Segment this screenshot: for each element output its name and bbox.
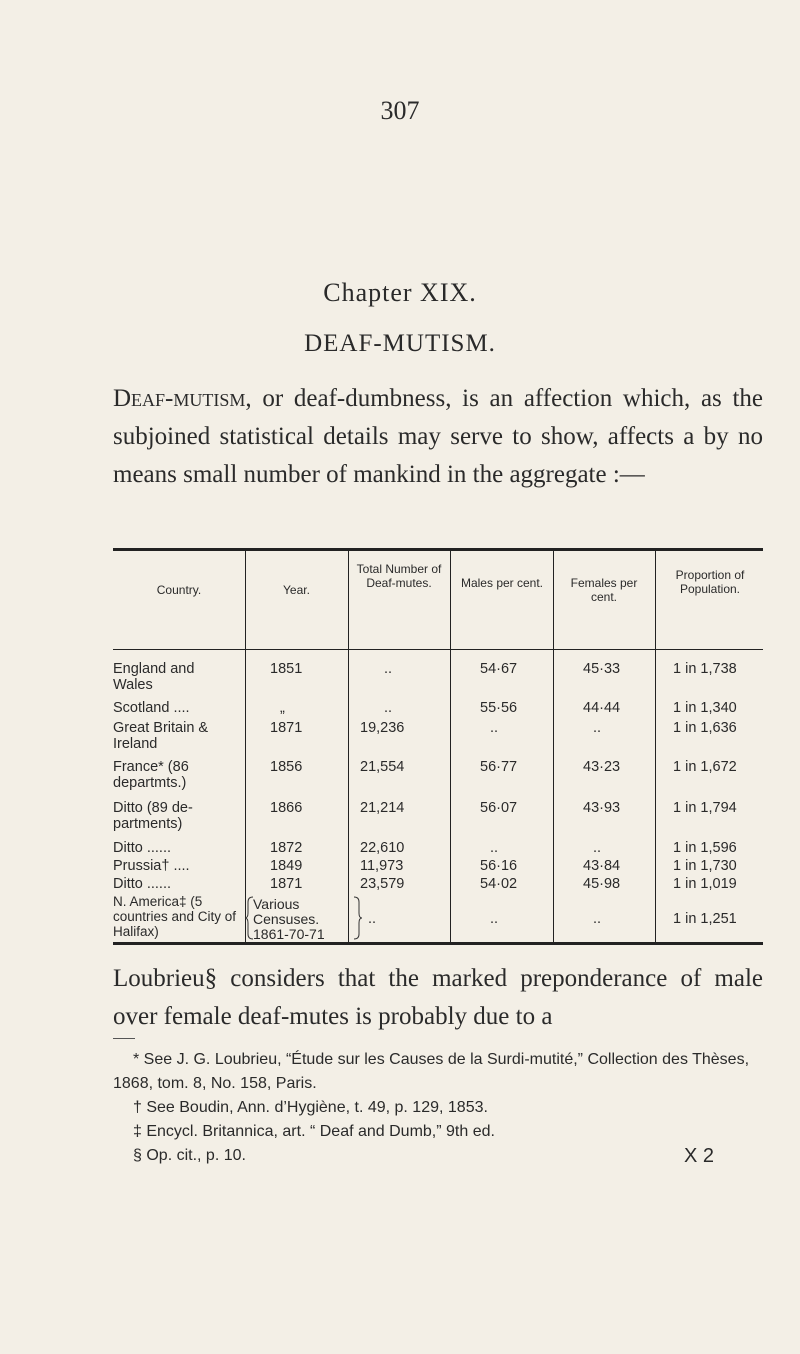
table-cell-country: Scotland ....	[113, 700, 190, 716]
table-cell-total: ..	[384, 661, 393, 677]
table-cell-total: 23,579	[360, 876, 405, 892]
header-year: Year.	[283, 583, 310, 597]
column-divider	[655, 551, 656, 942]
chapter-heading: Chapter XIX.	[323, 278, 477, 307]
footnote: † See Boudin, Ann. d’Hygiène, t. 49, p. 129, 1853.	[133, 1099, 488, 1116]
footnote: § Op. cit., p. 10.	[133, 1147, 246, 1164]
table-cell-males: ..	[490, 840, 499, 856]
table-cell-females: ..	[593, 911, 602, 927]
table-cell-total: 21,554	[360, 759, 405, 775]
table-cell-country: France* (86 departmts.)	[113, 759, 189, 791]
column-divider	[553, 551, 554, 942]
table-cell-males: 56·07	[480, 800, 518, 816]
table-cell-country: Ditto ......	[113, 876, 172, 892]
table-cell-year: 1871	[270, 720, 303, 736]
table-top-rule	[113, 548, 763, 551]
column-divider	[348, 551, 349, 942]
table-cell-males: ..	[490, 720, 499, 736]
table-cell-proportion: 1 in 1,730	[673, 858, 737, 874]
table-cell-country: N. America‡ (5 countries and City of Halifax)	[113, 894, 237, 939]
table-cell-country: Prussia† ....	[113, 858, 190, 874]
table-cell-females: 43·84	[583, 858, 621, 874]
intro-lead: Deaf-mutism	[113, 385, 246, 412]
header-total: Total Number of Deaf-mutes.	[356, 562, 442, 590]
table-cell-proportion: 1 in 1,340	[673, 700, 737, 716]
footnote-rule	[113, 1038, 135, 1039]
table-cell-proportion: 1 in 1,672	[673, 759, 737, 775]
table-cell-proportion: 1 in 1,019	[673, 876, 737, 892]
table-cell-proportion: 1 in 1,596	[673, 840, 737, 856]
table-cell-year: 1872	[270, 840, 303, 856]
right-brace-icon	[353, 896, 363, 940]
table-cell-proportion: 1 in 1,738	[673, 661, 737, 677]
footnotes	[113, 1048, 763, 1168]
table-cell-females: ..	[593, 840, 602, 856]
table-cell-country: England and Wales	[113, 661, 195, 693]
footnote: * See J. G. Loubrieu, “Étude sur les Causes de la Surdi-mutité,” Collection des Thèses, 1868, tom. 8, No. 158, Paris.	[113, 1051, 750, 1092]
table-cell-males: ..	[490, 911, 499, 927]
table-cell-males: 56·77	[480, 759, 518, 775]
table-cell-total: 19,236	[360, 720, 405, 736]
header-females: Females per cent.	[570, 576, 638, 604]
table-header-rule	[113, 649, 763, 650]
table-cell-proportion: 1 in 1,636	[673, 720, 737, 736]
table-cell-year: 1866	[270, 800, 303, 816]
table-cell-year: 1871	[270, 876, 303, 892]
table-cell-country: Ditto ......	[113, 840, 172, 856]
table-cell-females: 43·93	[583, 800, 621, 816]
page-number: 307	[380, 96, 420, 125]
table-cell-year: 1849	[270, 858, 303, 874]
table-cell-total: ..	[384, 700, 393, 716]
table-cell-country: Great Britain & Ireland	[113, 720, 209, 752]
table-bottom-rule	[113, 942, 763, 945]
column-divider	[450, 551, 451, 942]
table-cell-females: 43·23	[583, 759, 621, 775]
intro-paragraph	[113, 380, 763, 494]
table-cell-year: 1856	[270, 759, 303, 775]
table-cell-females: 44·44	[583, 700, 621, 716]
table-cell-females: 45·98	[583, 876, 621, 892]
chapter-title: DEAF-MUTISM.	[304, 330, 496, 357]
table-cell-proportion: 1 in 1,794	[673, 800, 737, 816]
table-cell-country: Ditto (89 de-partments)	[113, 800, 193, 832]
table-cell-males: 54·02	[480, 876, 518, 892]
table-cell-total: 21,214	[360, 800, 405, 816]
table-cell-year: Various Censuses. 1861-70-71	[253, 896, 325, 942]
table-cell-females: ..	[593, 720, 602, 736]
table-cell-males: 55·56	[480, 700, 518, 716]
table-cell-males: 54·67	[480, 661, 518, 677]
table-cell-proportion: 1 in 1,251	[673, 911, 737, 927]
header-males: Males per cent.	[460, 576, 544, 590]
header-country: Country.	[156, 583, 202, 597]
table-cell-year: „	[280, 700, 285, 716]
intro-rest: , or deaf-dumbness, is an affection which, as the subjoined statistical details may serve to show, affects a by no means small number of mankind in the aggregate :—	[113, 385, 763, 488]
header-proportion: Proportion of Population.	[675, 568, 745, 596]
table-cell-year: 1851	[270, 661, 303, 677]
table-cell-total: 22,610	[360, 840, 405, 856]
signature-mark: X 2	[684, 1145, 715, 1167]
table-cell-total: ..	[368, 911, 377, 927]
closing-paragraph: Loubrieu§ considers that the marked preponderance of male over female deaf-mutes is probably due to a	[113, 965, 763, 1030]
footnote: ‡ Encycl. Britannica, art. “ Deaf and Dumb,” 9th ed.	[133, 1123, 495, 1140]
table-cell-females: 45·33	[583, 661, 621, 677]
table-cell-males: 56·16	[480, 858, 518, 874]
table-cell-total: 11,973	[360, 858, 404, 874]
